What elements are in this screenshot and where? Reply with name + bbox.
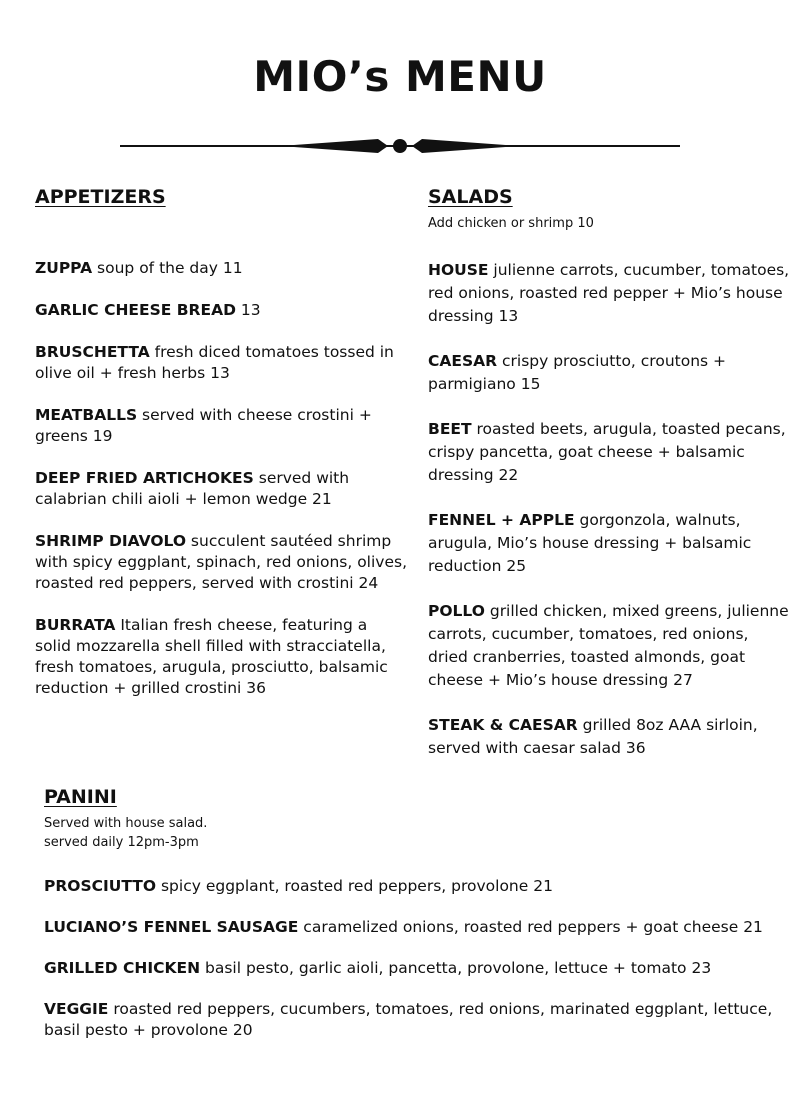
item-description: grilled 8oz AAA sirloin, served with caesar salad 36 — [428, 716, 758, 757]
menu-item — [44, 999, 784, 1041]
menu-item — [428, 418, 790, 487]
menu-item — [35, 258, 407, 279]
item-description: gorgonzola, walnuts, arugula, Mio’s house dressing + balsamic reduction 25 — [428, 511, 752, 575]
item-description: julienne carrots, cucumber, tomatoes, red onions, roasted red pepper + Mio’s house dressing 13 — [428, 261, 790, 325]
item-description: fresh diced tomatoes tossed in olive oil + fresh herbs 13 — [35, 343, 394, 382]
menu-item — [35, 531, 407, 594]
menu-item — [428, 350, 790, 396]
item-name: CAESAR — [428, 352, 498, 370]
item-name: BEET — [428, 420, 472, 438]
panini-note-line: served daily 12pm-3pm — [44, 835, 199, 850]
item-description: grilled chicken, mixed greens, julienne carrots, cucumber, tomatoes, red onions, dried cranberries, toasted almonds, goat cheese + Mio’s house dressing 27 — [428, 602, 789, 689]
item-description: 13 — [235, 301, 261, 319]
item-name: SHRIMP DIAVOLO — [35, 532, 186, 550]
panini-heading: PANINI — [44, 786, 117, 808]
menu-item — [428, 600, 790, 692]
item-name: HOUSE — [428, 261, 489, 279]
item-name: MEATBALLS — [35, 406, 138, 424]
ornamental-divider — [120, 134, 680, 158]
menu-item — [428, 509, 790, 578]
menu-item — [44, 876, 784, 897]
menu-item — [35, 405, 407, 447]
menu-item — [35, 615, 407, 699]
item-name: BURRATA — [35, 616, 116, 634]
salads-note: Add chicken or shrimp 10 — [428, 216, 594, 231]
item-description: spicy eggplant, roasted red peppers, provolone 21 — [156, 877, 553, 895]
item-description: crispy prosciutto, croutons + parmigiano 15 — [428, 352, 727, 393]
salads-heading: SALADS — [428, 186, 513, 208]
item-description: served with cheese crostini + greens 19 — [35, 406, 372, 445]
item-name: STEAK & CAESAR — [428, 716, 578, 734]
item-description: succulent sautéed shrimp with spicy eggplant, spinach, red onions, olives, roasted red peppers, served with crostini 24 — [35, 532, 407, 592]
item-name: DEEP FRIED ARTICHOKES — [35, 469, 254, 487]
item-description: roasted beets, arugula, toasted pecans, crispy pancetta, goat cheese + balsamic dressing 22 — [428, 420, 786, 484]
menu-item — [35, 300, 407, 321]
item-description: soup of the day 11 — [92, 259, 243, 277]
menu-item — [44, 917, 784, 938]
item-description: basil pesto, garlic aioli, pancetta, provolone, lettuce + tomato 23 — [200, 959, 712, 977]
item-description: Italian fresh cheese, featuring a solid mozzarella shell filled with stracciatella, fresh tomatoes, arugula, prosciutto, balsamic reduction + grilled crostini 36 — [35, 616, 388, 697]
item-name: PROSCIUTTO — [44, 877, 157, 895]
appetizers-section — [35, 186, 407, 720]
item-description: served with calabrian chili aioli + lemon wedge 21 — [35, 469, 350, 508]
panini-note — [44, 814, 784, 852]
item-description: caramelized onions, roasted red peppers + goat cheese 21 — [298, 918, 763, 936]
item-name: GRILLED CHICKEN — [44, 959, 201, 977]
item-description: roasted red peppers, cucumbers, tomatoes, red onions, marinated eggplant, lettuce, basil pesto + provolone 20 — [44, 1000, 773, 1039]
menu-item — [35, 468, 407, 510]
menu-item — [428, 259, 790, 328]
item-name: ZUPPA — [35, 259, 93, 277]
page-title: MIO’s MENU — [253, 52, 547, 101]
item-name: LUCIANO’S FENNEL SAUSAGE — [44, 918, 299, 936]
panini-note-line: Served with house salad. — [44, 816, 208, 831]
item-name: BRUSCHETTA — [35, 343, 150, 361]
appetizers-heading: APPETIZERS — [35, 186, 166, 208]
menu-item — [35, 342, 407, 384]
item-name: VEGGIE — [44, 1000, 109, 1018]
item-name: GARLIC CHEESE BREAD — [35, 301, 236, 319]
item-name: POLLO — [428, 602, 485, 620]
panini-section — [44, 786, 784, 1061]
menu-item — [44, 958, 784, 979]
menu-item — [428, 714, 790, 760]
salads-section — [428, 186, 790, 782]
item-name: FENNEL + APPLE — [428, 511, 575, 529]
